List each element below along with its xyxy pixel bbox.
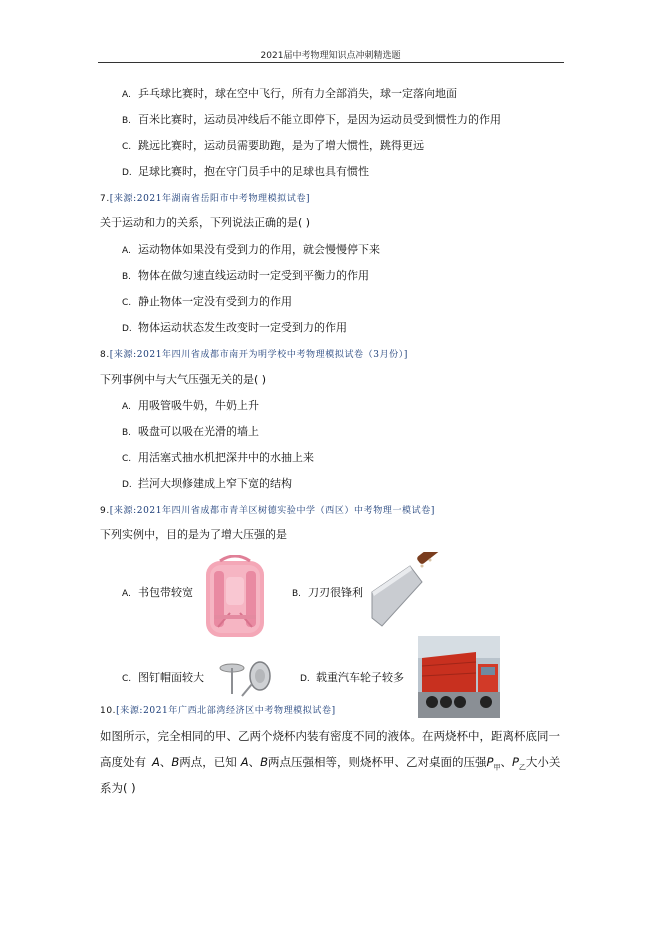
- text: 、: [159, 755, 172, 769]
- option-key: B.: [122, 272, 132, 282]
- option-key: B.: [292, 589, 302, 599]
- option-key: D.: [300, 674, 310, 684]
- point-a-label: A: [240, 755, 249, 769]
- option-key: C.: [122, 142, 132, 152]
- pressure-symbol: P: [486, 755, 494, 769]
- point-b-label: B: [260, 755, 269, 769]
- option-key: A.: [122, 246, 131, 256]
- q10-stem-line-1: 如图所示，完全相同的甲、乙两个烧杯内装有密度不同的液体。在两烧杯中，距离杯底同一: [100, 729, 560, 743]
- q8-option-a: [122, 399, 259, 414]
- option-text: 用活塞式抽水机把深井中的水抽上来: [138, 451, 314, 464]
- option-key: B.: [122, 428, 132, 438]
- point-a-label: A: [152, 755, 160, 769]
- header-divider: [98, 62, 564, 63]
- option-key: A.: [122, 402, 131, 412]
- option-key: D.: [122, 324, 132, 334]
- text: 、: [500, 755, 512, 769]
- option-text: 刀刃很锋利: [308, 586, 363, 599]
- q6-option-b: [122, 113, 501, 128]
- q8-option-d: [122, 477, 292, 492]
- q8-option-b: [122, 425, 259, 440]
- option-key: C.: [122, 298, 132, 308]
- pressure-symbol: P: [511, 755, 519, 769]
- option-key: C.: [122, 454, 132, 464]
- q9-option-c: [122, 671, 204, 686]
- q9-source: [100, 503, 435, 516]
- q7-option-a: [122, 243, 380, 258]
- option-text: 拦河大坝修建成上窄下宽的结构: [138, 477, 292, 490]
- option-key: B.: [122, 116, 132, 126]
- text: 高度处有: [100, 755, 146, 769]
- q8-option-c: [122, 451, 314, 466]
- option-text: 书包带较宽: [138, 586, 193, 599]
- option-key: D.: [122, 480, 132, 490]
- option-text: 乒乓球比赛时，球在空中飞行，所有力全部消失，球一定落向地面: [138, 87, 457, 100]
- q10-stem-line-3: 系为( ): [100, 781, 136, 795]
- option-text: 物体运动状态发生改变时一定受到力的作用: [138, 321, 347, 334]
- source-text: [来源:2021年广西北部湾经济区中考物理模拟试卷]: [116, 706, 336, 716]
- q8-stem: 下列事例中与大气压强无关的是( ): [100, 373, 267, 386]
- source-text: [来源:2021年湖南省岳阳市中考物理模拟试卷]: [109, 194, 311, 204]
- q10-source: [100, 703, 336, 716]
- option-key: A.: [122, 589, 131, 599]
- point-b-label: B: [171, 755, 180, 769]
- q7-source: [100, 191, 310, 204]
- text: 大小关: [525, 755, 561, 769]
- truck-image: [418, 636, 500, 718]
- question-number: 8.: [100, 350, 110, 360]
- source-text: [来源:2021年四川省成都市青羊区树德实验中学（西区）中考物理一模试卷]: [109, 506, 435, 516]
- q9-option-b: [292, 586, 363, 601]
- q7-stem: 关于运动和力的关系，下列说法正确的是( ): [100, 216, 311, 229]
- option-text: 运动物体如果没有受到力的作用，就会慢慢停下来: [138, 243, 380, 256]
- q6-option-d: [122, 165, 369, 180]
- option-text: 物体在做匀速直线运动时一定受到平衡力的作用: [138, 269, 369, 282]
- q6-option-a: [122, 87, 457, 102]
- subscript-yi: 乙: [518, 763, 526, 772]
- q7-option-b: [122, 269, 369, 284]
- subscript-jia: 甲: [493, 763, 501, 772]
- option-text: 载重汽车轮子较多: [316, 671, 404, 684]
- q10-stem-line-2: [100, 755, 560, 774]
- option-text: 跳远比赛时，运动员需要助跑，是为了增大惯性，跳得更远: [138, 139, 424, 152]
- source-text: [来源:2021年四川省成都市南开为明学校中考物理模拟试卷（3月份）]: [109, 350, 408, 360]
- option-text: 吸盘可以吸在光滑的墙上: [138, 425, 259, 438]
- q9-option-d: [300, 671, 404, 686]
- text: 两点压强相等，则烧杯甲、乙对桌面的压强: [268, 755, 487, 769]
- question-number: 7.: [100, 194, 110, 204]
- option-text: 用吸管吸牛奶，牛奶上升: [138, 399, 259, 412]
- option-key: A.: [122, 90, 131, 100]
- option-text: 静止物体一定没有受到力的作用: [138, 295, 292, 308]
- option-key: C.: [122, 674, 132, 684]
- question-number: 10.: [100, 706, 117, 716]
- thumbtack-image: [212, 652, 280, 700]
- q7-option-c: [122, 295, 292, 310]
- option-key: D.: [122, 168, 132, 178]
- question-number: 9.: [100, 506, 110, 516]
- q9-option-a: [122, 586, 193, 601]
- q8-source: [100, 347, 408, 360]
- page-header-title: 2021届中考物理知识点冲刺精选题: [260, 51, 401, 61]
- option-text: 百米比赛时，运动员冲线后不能立即停下，是因为运动员受到惯性力的作用: [138, 113, 501, 126]
- text: 、: [248, 755, 261, 769]
- q9-stem: 下列实例中，目的是为了增大压强的是: [100, 528, 287, 541]
- option-text: 足球比赛时，抱在守门员手中的足球也具有惯性: [138, 165, 369, 178]
- cleaver-image: [366, 552, 446, 634]
- text: 两点，已知: [179, 755, 237, 769]
- backpack-image: [200, 555, 270, 640]
- q6-option-c: [122, 139, 424, 154]
- q7-option-d: [122, 321, 347, 336]
- option-text: 图钉帽面较大: [138, 671, 204, 684]
